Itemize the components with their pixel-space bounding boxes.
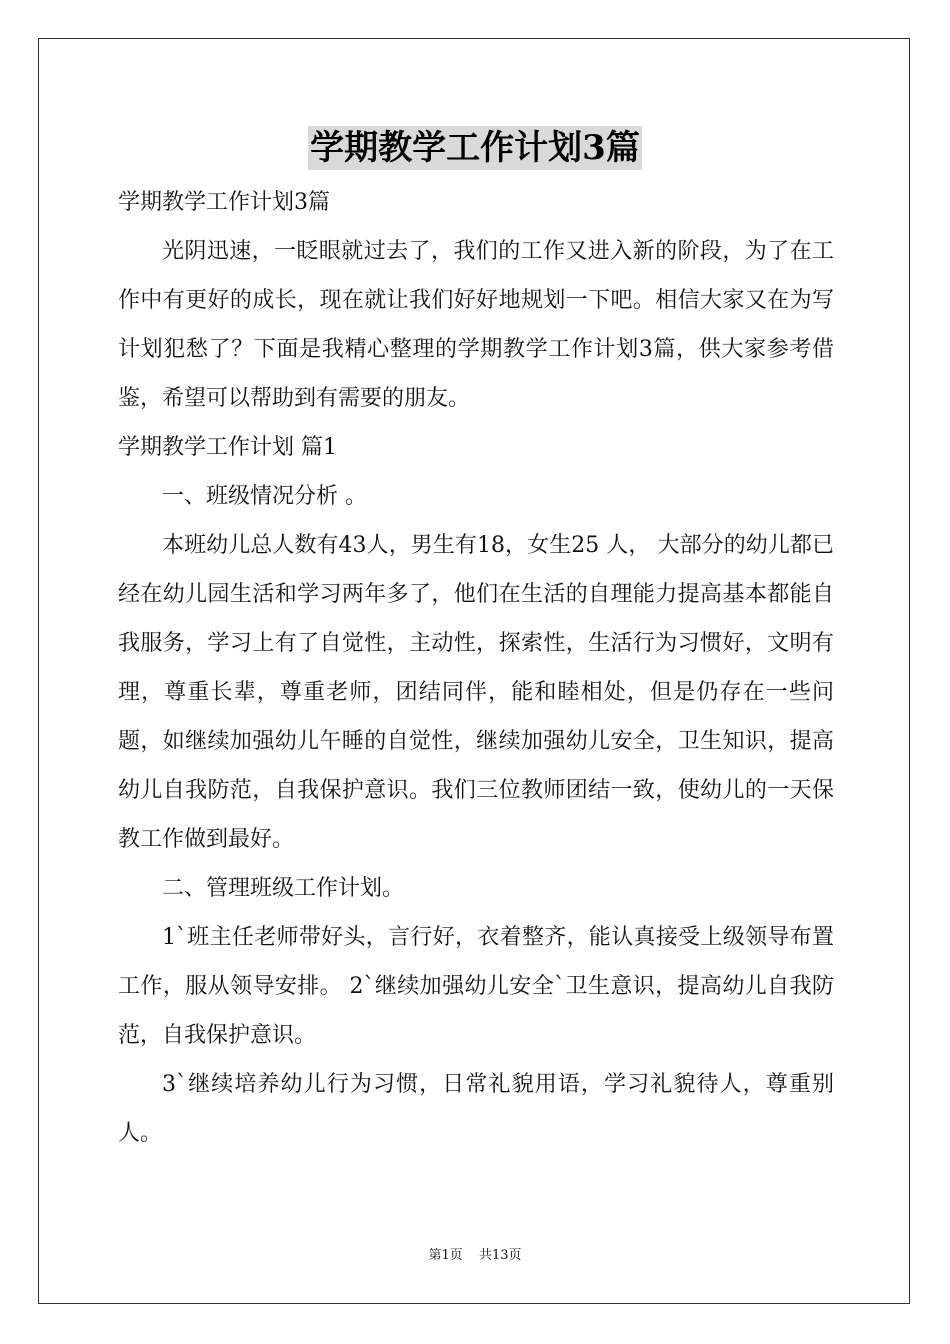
document-body — [118, 178, 834, 1158]
paragraph-3: 一、班级情况分析 。 — [162, 484, 367, 509]
title-wrap — [0, 126, 950, 170]
page-footer — [0, 1244, 950, 1263]
document-title: 学期教学工作计划3篇 — [310, 128, 640, 168]
page-number: 第1页 — [428, 1248, 463, 1263]
page-total: 共13页 — [478, 1248, 522, 1263]
paragraph-5: 二、管理班级工作计划。 — [162, 876, 405, 901]
paragraph-1: 光阴迅速，一眨眼就过去了，我们的工作又进入新的阶段，为了在工作中有更好的成长，现在就让我们好好地规划一下吧。相信大家又在为写计划犯愁了？下面是我精心整理的学期教学工作计划3篇，供大家参考借鉴，希望可以帮助到有需要的朋友。 — [118, 239, 834, 411]
paragraph-0: 学期教学工作计划3篇 — [118, 190, 330, 215]
paragraph-4: 本班幼儿总人数有43人，男生有18，女生25 人， 大部分的幼儿都已经在幼儿园生活和学习两年多了，他们在生活的自理能力提高基本都能自我服务，学习上有了自觉性，主动性，探索性，生活行为习惯好，文明有理，尊重长辈，尊重老师，团结同伴，能和睦相处，但是仍存在一些问题，如继续加强幼儿午睡的自觉性，继续加强幼儿安全，卫生知识，提高幼儿自我防范，自我保护意识。我们三位教师团结一致，使幼儿的一天保教工作做到最好。 — [118, 533, 834, 852]
paragraph-6: 1`班主任老师带好头，言行好，衣着整齐，能认真接受上级领导布置工作，服从领导安排。 2`继续加强幼儿安全`卫生意识，提高幼儿自我防范，自我保护意识。 — [118, 925, 834, 1048]
paragraph-7: 3`继续培养幼儿行为习惯，日常礼貌用语，学习礼貌待人，尊重别人。 — [118, 1072, 834, 1146]
paragraph-2: 学期教学工作计划 篇1 — [118, 435, 337, 460]
